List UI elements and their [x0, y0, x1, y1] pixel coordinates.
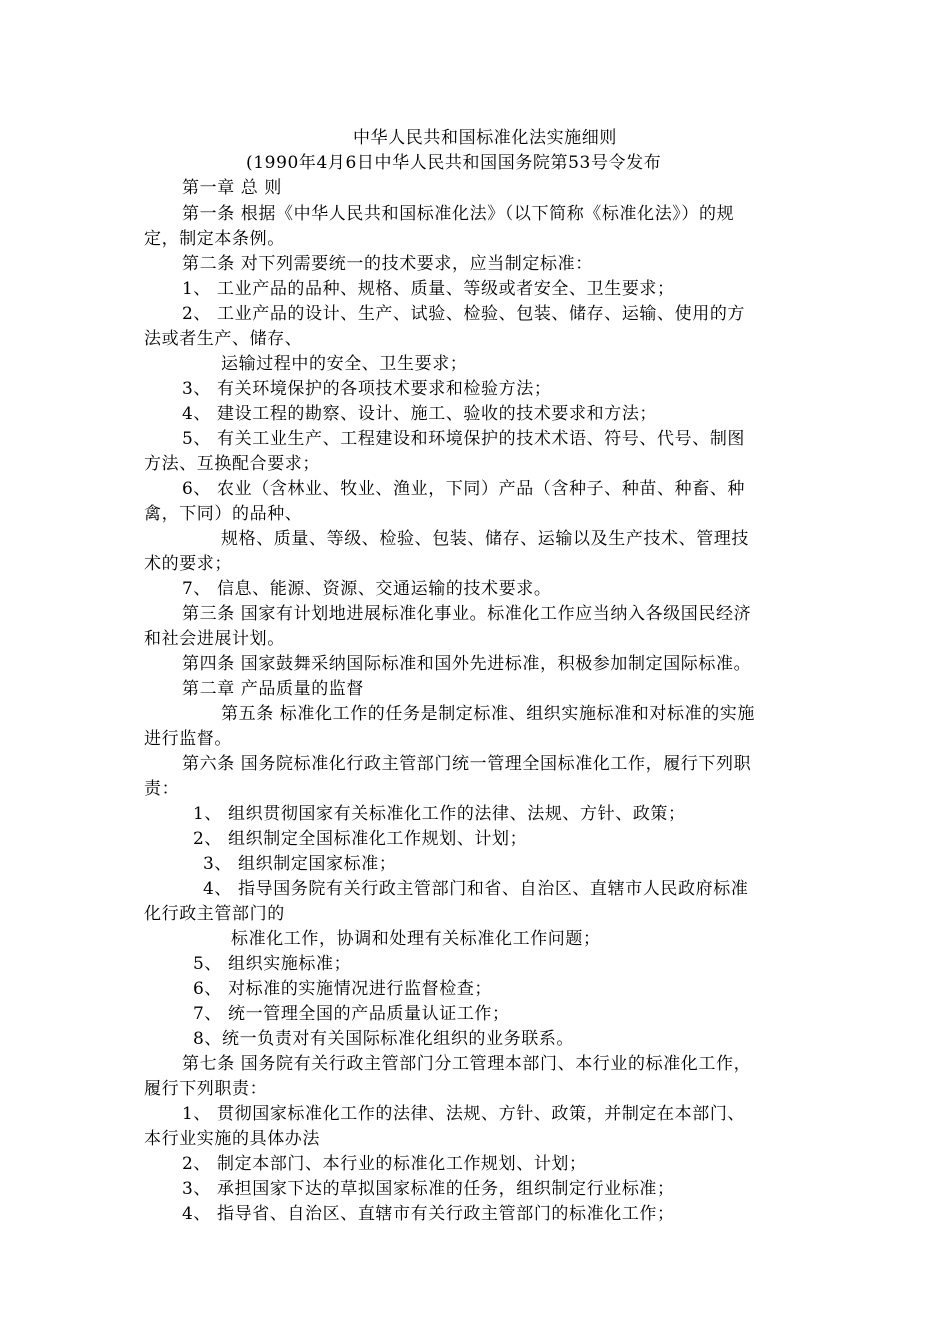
- text-line: 禽，下同）的品种、: [144, 504, 303, 524]
- text-line: 4、 建设工程的勘察、设计、施工、验收的技术要求和方法；: [182, 404, 658, 424]
- text-line: 1、 组织贯彻国家有关标准化工作的法律、法规、方针、政策；: [193, 804, 686, 824]
- text-line: 2、 制定本部门、本行业的标准化工作规划、计划；: [182, 1154, 587, 1174]
- text-line: 运输过程中的安全、卫生要求；: [221, 354, 468, 374]
- document-subtitle: (1990年4月6日中华人民共和国国务院第53号令发布: [246, 153, 662, 173]
- text-line: 4、 指导国务院有关行政主管部门和省、自治区、直辖市人民政府标准: [203, 879, 749, 899]
- text-line: 和社会进展计划。: [144, 629, 285, 649]
- text-line: 5、 组织实施标准；: [193, 954, 352, 974]
- text-line: 化行政主管部门的: [144, 904, 285, 924]
- text-line: 2、 工业产品的设计、生产、试验、检验、包装、储存、运输、使用的方: [182, 304, 746, 324]
- text-line: 定，制定本条例。: [144, 229, 285, 249]
- text-line: 6、 对标准的实施情况进行监督检查；: [193, 979, 493, 999]
- text-line: 3、 承担国家下达的草拟国家标准的任务，组织制定行业标准；: [182, 1179, 675, 1199]
- text-line: 标准化工作，协调和处理有关标准化工作问题；: [231, 929, 601, 949]
- text-line: 7、 信息、能源、资源、交通运输的技术要求。: [182, 579, 552, 599]
- text-line: 第一条 根据《中华人民共和国标准化法》（以下简称《标准化法》）的规: [182, 204, 735, 224]
- text-line: 第七条 国务院有关行政主管部门分工管理本部门、本行业的标准化工作，: [182, 1054, 752, 1074]
- text-line: 1、 贯彻国家标准化工作的法律、法规、方针、政策，并制定在本部门、: [182, 1104, 746, 1124]
- text-line: 规格、质量、等级、检验、包装、储存、运输以及生产技术、管理技: [221, 529, 749, 549]
- text-line: 6、 农业（含林业、牧业、渔业，下同）产品（含种子、种苗、种畜、种: [182, 479, 746, 499]
- text-line: 履行下列职责：: [144, 1079, 268, 1099]
- text-line: 5、 有关工业生产、工程建设和环境保护的技术术语、符号、代号、制图: [182, 429, 746, 449]
- text-line: 1、 工业产品的品种、规格、质量、等级或者安全、卫生要求；: [182, 279, 675, 299]
- text-line: 3、 组织制定国家标准；: [203, 854, 397, 874]
- text-line: 第四条 国家鼓舞采纳国际标准和国外先进标准，积极参加制定国际标准。: [182, 654, 752, 674]
- text-line: 7、 统一管理全国的产品质量认证工作；: [193, 1004, 510, 1024]
- text-line: 进行监督。: [144, 729, 232, 749]
- text-line: 3、 有关环境保护的各项技术要求和检验方法；: [182, 379, 552, 399]
- text-line: 第五条 标准化工作的任务是制定标准、组织实施标准和对标准的实施: [221, 704, 756, 724]
- text-line: 法或者生产、储存、: [144, 329, 303, 349]
- chapter-heading: 第一章 总 则: [182, 178, 283, 198]
- text-line: 本行业实施的具体办法: [144, 1129, 320, 1149]
- document-title: 中华人民共和国标准化法实施细则: [353, 128, 617, 148]
- text-line: 第三条 国家有计划地进展标准化事业。标准化工作应当纳入各级国民经济: [182, 604, 752, 624]
- text-line: 责：: [144, 779, 180, 799]
- text-line: 方法、互换配合要求；: [144, 454, 320, 474]
- text-line: 第二条 对下列需要统一的技术要求，应当制定标准：: [182, 254, 593, 274]
- text-line: 8、统一负责对有关国际标准化组织的业务联系。: [193, 1029, 575, 1049]
- chapter-heading: 第二章 产品质量的监督: [182, 679, 365, 699]
- text-line: 术的要求；: [144, 554, 232, 574]
- text-line: 第六条 国务院标准化行政主管部门统一管理全国标准化工作，履行下列职: [182, 754, 752, 774]
- text-line: 4、 指导省、自治区、直辖市有关行政主管部门的标准化工作；: [182, 1204, 675, 1224]
- text-line: 2、 组织制定全国标准化工作规划、计划；: [193, 829, 528, 849]
